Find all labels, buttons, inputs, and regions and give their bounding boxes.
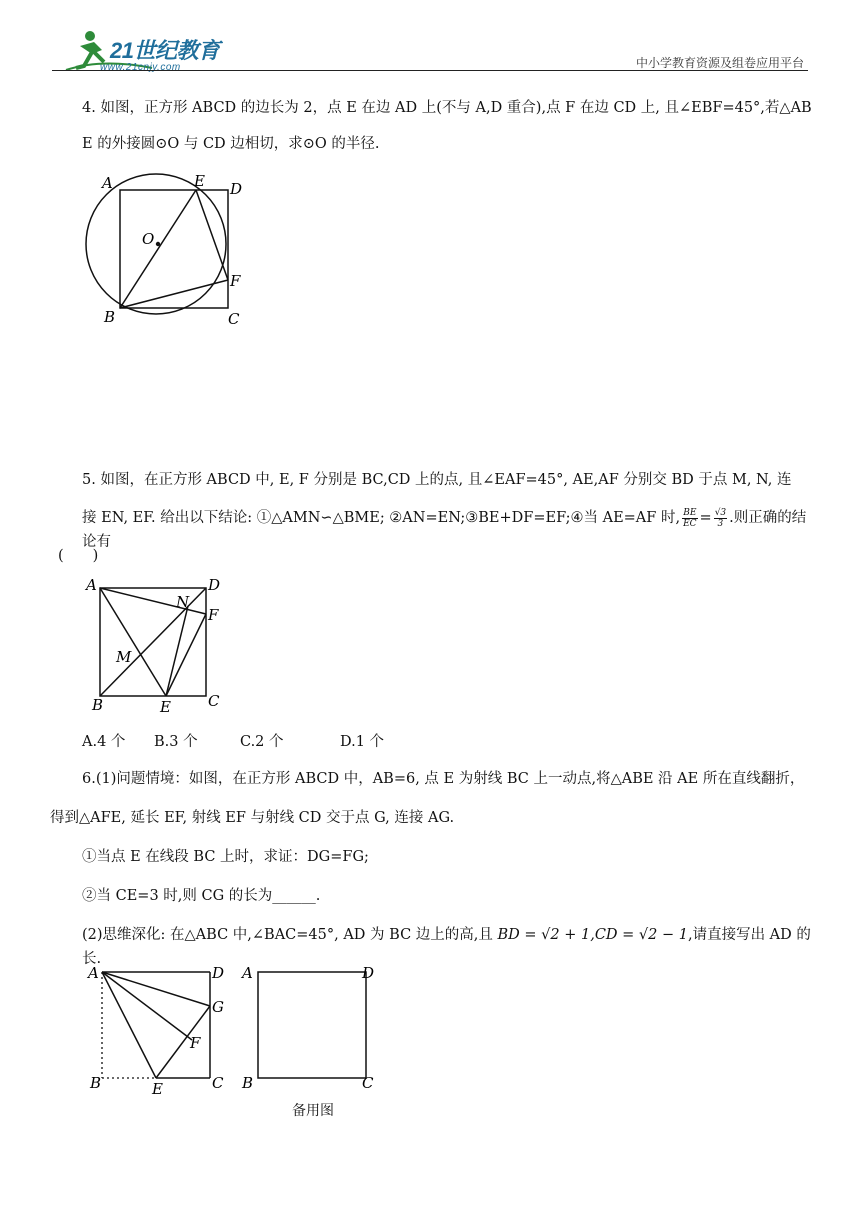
q6-spare-label-B: B — [242, 1074, 254, 1092]
platform-name: 中小学教育资源及组卷应用平台 — [635, 56, 804, 70]
q4-label-A: A — [102, 174, 113, 192]
q6-spare-label-C: C — [362, 1074, 374, 1092]
logo-url: www.21cnjy.com — [100, 62, 181, 73]
q6-spare-label-A: A — [242, 964, 253, 982]
q5-answer-blank: ( ) — [58, 548, 99, 564]
q4-label-O: O — [142, 230, 155, 248]
q6-label-B: B — [90, 1074, 102, 1092]
q5-line2-text: 接 EN, EF. 给出以下结论: ①△AMN∽△BME; ②AN=EN;③BE+DF=EF;④当 AE=AF 时, — [82, 510, 681, 526]
q5-option-d: D.1 个 — [340, 734, 385, 750]
header-rule — [52, 70, 808, 71]
q5-figure — [84, 574, 234, 714]
q6-line3: ①当点 E 在线段 BC 上时，求证：DG=FG; — [82, 849, 369, 865]
q6-label-F: F — [190, 1034, 201, 1052]
q4-label-B: B — [104, 308, 116, 326]
q6-line4: ②当 CE=3 时,则 CG 的长为______. — [82, 888, 321, 904]
q6-spare-label-D: D — [362, 964, 375, 982]
q6-label-E: E — [152, 1080, 163, 1098]
q5-line1: 5. 如图，在正方形 ABCD 中, E, F 分别是 BC,CD 上的点, 且∠EAF=45°, AE,AF 分别交 BD 于点 M, N, 连 — [82, 472, 792, 488]
q5-label-N: N — [176, 593, 190, 611]
q5-option-c: C.2 个 — [240, 734, 284, 750]
q5-label-M: M — [116, 648, 132, 666]
q5-fraction-sqrt3: $\frac{√3}{3}$ — [714, 507, 727, 529]
q6-figure-spare — [240, 958, 390, 1098]
q5-option-b: B.3 个 — [154, 734, 198, 750]
q5-options — [82, 730, 812, 754]
q5-label-D: D — [208, 576, 221, 594]
q6-spare-caption: 备用图 — [292, 1102, 334, 1118]
q5-label-F: F — [208, 606, 219, 624]
q6-figure-main — [86, 958, 236, 1098]
q5-label-C: C — [208, 692, 220, 710]
q5-label-A: A — [86, 576, 97, 594]
q6-line5-end: ,请直接写出 AD 的长. — [82, 927, 811, 967]
q4-label-D: D — [230, 180, 243, 198]
q4-line1: 4. 如图，正方形 ABCD 的边长为 2，点 E 在边 AD 上(不与 A,D 重合),点 F 在边 CD 上, 且∠EBF=45°,若△AB — [82, 100, 812, 116]
q4-label-C: C — [228, 310, 240, 328]
q6-label-A: A — [88, 964, 99, 982]
q5-line2-end: .则正确的结论有 — [82, 510, 807, 550]
q5-label-E: E — [160, 698, 171, 714]
q6-line2: 得到△AFE, 延长 EF, 射线 EF 与射线 CD 交于点 G, 连接 AG. — [50, 810, 455, 826]
q6-label-G: G — [212, 998, 224, 1016]
q6-label-D: D — [212, 964, 225, 982]
q5-equals: = — [699, 510, 712, 526]
q5-label-B: B — [92, 696, 104, 714]
q4-label-E: E — [194, 172, 205, 190]
q5-option-a: A.4 个 — [82, 734, 126, 750]
q4-figure — [80, 170, 260, 330]
logo-text: 21世纪教育 — [110, 38, 220, 63]
q4-line2: E 的外接圆⊙O 与 CD 边相切，求⊙O 的半径. — [82, 136, 380, 152]
q6-line5-math: BD = √2 + 1,CD = √2 − 1 — [497, 927, 688, 943]
q6-line5-text: (2)思维深化: 在△ABC 中,∠BAC=45°, AD 为 BC 边上的高,且 — [82, 927, 498, 943]
q5-fraction-be-ec: $\frac{BE}{EC}$ — [683, 507, 697, 529]
q4-label-F: F — [230, 272, 241, 290]
q6-line1: 6.(1)问题情境：如图，在正方形 ABCD 中，AB=6, 点 E 为射线 BC 上一动点,将△ABE 沿 AE 所在直线翻折， — [82, 771, 805, 787]
q6-label-C: C — [212, 1074, 224, 1092]
